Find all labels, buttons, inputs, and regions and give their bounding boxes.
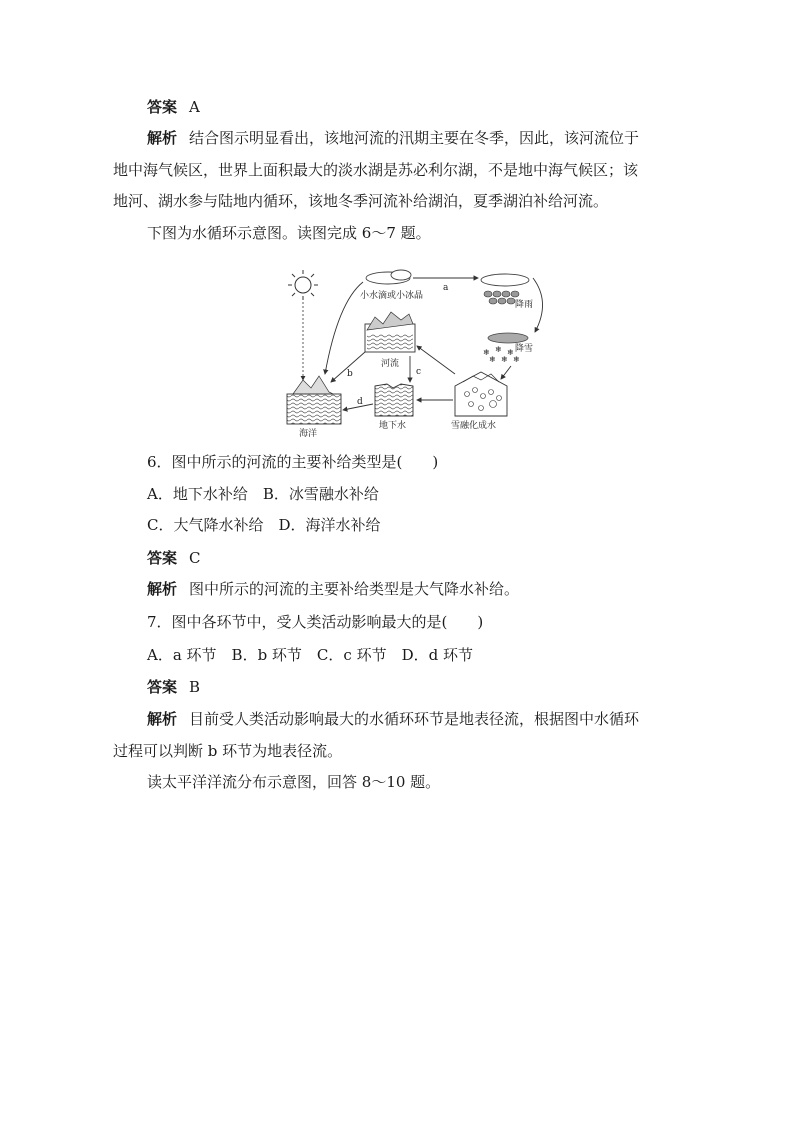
q6-options-2: C．大气降水补给 D．海洋水补给 <box>147 516 381 534</box>
svg-text:❄: ❄ <box>501 355 508 364</box>
arrow-snowmelt-to-river <box>417 346 455 374</box>
q5-analysis-line-2: 地中海气候区，世界上面积最大的淡水湖是苏必利尔湖，不是地中海气候区；该 <box>113 161 639 179</box>
label-rain: 降雨 <box>515 300 534 310</box>
analysis-text: 图中所示的河流的主要补给类型是大气降水补给。 <box>189 580 520 598</box>
analysis-label: 解析 <box>147 710 178 728</box>
ocean-block <box>287 376 341 424</box>
intro-6-7: 下图为水循环示意图。读图完成 6～7 题。 <box>147 224 431 242</box>
answer-value: B <box>189 678 201 696</box>
label-snowmelt: 雪融化成水 <box>451 421 497 431</box>
q6-answer <box>147 548 201 568</box>
answer-value: C <box>189 549 201 567</box>
answer-label: 答案 <box>147 98 178 116</box>
answer-label: 答案 <box>147 678 178 696</box>
groundwater-block <box>375 384 413 416</box>
cloud-small-icon <box>366 270 411 284</box>
water-cycle-svg <box>283 262 553 440</box>
answer-label: 答案 <box>147 549 178 567</box>
q7-options: A．a 环节 B．b 环节 C．c 环节 D．d 环节 <box>147 646 473 664</box>
label-b: b <box>347 369 353 379</box>
intro-8-10: 读太平洋洋流分布示意图，回答 8～10 题。 <box>147 773 441 791</box>
svg-text:❄: ❄ <box>507 348 514 357</box>
sun-icon <box>288 270 318 300</box>
q5-analysis-line-1 <box>147 128 639 148</box>
q6-analysis <box>147 579 519 599</box>
label-c: c <box>416 367 422 377</box>
label-groundwater: 地下水 <box>379 421 407 431</box>
answer-value: A <box>189 98 200 116</box>
analysis-label: 解析 <box>147 129 178 147</box>
arrow-cloud-to-snow <box>533 278 543 332</box>
label-snow: 降雪 <box>515 344 534 354</box>
q7-analysis-line-1 <box>147 709 639 729</box>
analysis-text: 目前受人类活动影响最大的水循环环节是地表径流，根据图中水循环 <box>189 710 640 728</box>
svg-text:❄: ❄ <box>513 355 520 364</box>
label-cloud-small: 小水滴或小冰晶 <box>360 291 424 301</box>
q5-analysis-line-3: 地河、湖水参与陆地内循环，该地冬季河流补给湖泊，夏季湖泊补给河流。 <box>113 192 609 210</box>
q5-answer <box>147 97 200 117</box>
label-a: a <box>443 283 449 293</box>
q7-stem: 7．图中各环节中，受人类活动影响最大的是( ) <box>147 613 484 631</box>
q7-answer <box>147 677 200 697</box>
analysis-text: 结合图示明显看出，该地河流的汛期主要在冬季，因此，该河流位于 <box>189 129 640 147</box>
svg-text:❄: ❄ <box>483 348 490 357</box>
label-ocean: 海洋 <box>299 429 318 439</box>
svg-text:❄: ❄ <box>489 355 496 364</box>
arrow-cloud-to-ocean <box>325 282 363 374</box>
svg-text:❄: ❄ <box>495 345 502 354</box>
label-d: d <box>357 397 363 407</box>
q6-options-1: A．地下水补给 B．冰雪融水补给 <box>147 485 379 503</box>
q7-analysis-line-2: 过程可以判断 b 环节为地表径流。 <box>113 742 343 760</box>
water-cycle-diagram <box>283 262 553 440</box>
snowmelt-block <box>455 372 507 416</box>
arrow-snow-to-snowmelt <box>501 366 511 379</box>
analysis-label: 解析 <box>147 580 178 598</box>
q6-stem: 6．图中所示的河流的主要补给类型是( ) <box>147 453 439 471</box>
river-block <box>365 312 415 352</box>
label-river: 河流 <box>381 359 400 369</box>
